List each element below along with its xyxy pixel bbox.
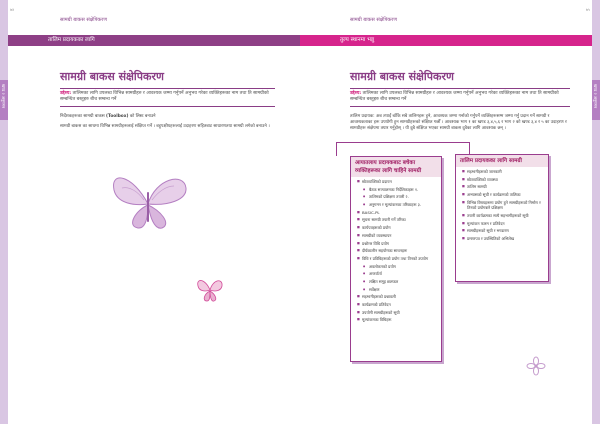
participants-box-title: आयातलाय प्रदायकबाट बचेका व्यक्तिहरूका लागि चाहिने सामग्री: [351, 157, 441, 177]
left-band-title: तालिम प्रदायकका लागि: [48, 37, 95, 43]
list-item: ■ स्रोतव्यक्तिको व्यवस्था: [462, 177, 544, 183]
list-item: ■ विधि र प्रविधिहरूको प्रयोग तथा तिनको उपयोग: [357, 256, 437, 262]
left-page-number: ७४: [10, 7, 15, 12]
list-item: ■ कार्यपत्रहरूको प्रयोग: [357, 225, 437, 231]
left-objective-label: उद्देश्य:: [60, 91, 72, 96]
left-objective-text: तालिमका लागि उपलब्ध विभिन्न सामग्रीहरु र आवश्यक जम्मा गर्नुपर्ने अनुभव गरेका व्यक्तिहरूका नाम तथा ति सामग्रीको सम्बन्धित बस्तुहरु बीच सम्बन्ध गर्ने: [60, 91, 269, 103]
box-connector-left: [336, 142, 337, 156]
list-item: ■ अभ्यासको सूची र कार्यक्रमको तालिका: [462, 192, 544, 198]
list-item: ● सर्वेक्षण: [357, 287, 437, 293]
trainer-materials-box: [455, 154, 549, 282]
list-item: ■ मूल्यांकनका विधिहरू: [357, 317, 437, 323]
right-heading-rule: [350, 88, 570, 89]
list-item: ● बैठक सञ्चालनका निर्देशिकाहरू १.: [357, 187, 437, 193]
list-item: ■ सामग्रीको व्यवस्थापन: [357, 233, 437, 239]
list-item: ● लक्षित समूह छलफल: [357, 279, 437, 285]
list-item: ■ BASIC-PL: [357, 210, 437, 216]
left-objective-rule: [60, 106, 275, 107]
list-item: ● अवलोकनको प्रयोग: [357, 264, 437, 270]
right-page-number: ७५: [585, 7, 590, 12]
left-section-band: [8, 35, 300, 46]
right-objective: [350, 91, 570, 104]
box-connector-right: [469, 142, 470, 154]
box-connector-line: [336, 142, 470, 143]
right-objective-label: उद्देश्य:: [350, 91, 362, 96]
left-para-2: सामग्री बाकस का साथमा विभिन्न सामग्रीहरूलाई संक्षिप्त गर्ने । बहुपक्षीयहरूलाई उदाहरण सहितबाट साधारणतया सामग्री लगेको बनाउने ।: [60, 124, 270, 129]
list-item: ■ उपयोगी सामग्रीहरूको सूची: [357, 310, 437, 316]
list-item: ■ प्रमाणपत्र र उपस्थितिको अभिलेख: [462, 236, 544, 242]
right-objective-rule: [350, 106, 570, 107]
list-item: ■ सामग्रीहरूको सूची र भण्डारण: [462, 228, 544, 234]
left-page-edge: [0, 0, 8, 424]
list-item: ■ सूचना सामग्री तयारी गर्ने तरिका: [357, 217, 437, 223]
list-item: ■ मूल्यांकन फारम र प्रतिवेदन: [462, 221, 544, 227]
trainer-box-title: तालिम प्रदायकका लागि सामग्री: [456, 155, 548, 167]
left-heading-rule: [60, 88, 275, 89]
list-item: ● अनुगमन र मूल्यांकनका तरिकाहरू ३.: [357, 202, 437, 208]
list-item: ● तालिमको प्रशिक्षण तयारी २.: [357, 194, 437, 200]
right-body-text: तालिम प्रदायक: अब तपाईं बाँकि सबै तालिमहरू हुने, आवश्यक जम्मा गर्नाको गर्नुपर्ने व्यक्तिहरूसम्म जम्मा गर्नु प्रदान गर्ने सामग्री र आवश्यकताका हरू उपयोगी हुन सामग्रीहरूको संक्षिप्त गर्छौं । आवश्यक भाग १ का खण्ड ३,४,५,६ र भाग २ को खण्ड ३,४ र ५ का उदाहरण र सामग्रीहरू संक्षेपमा तयार गर्नुहोस् । यी दुबै संक्षिप्त भएका सामग्री बाकस दुवैका लागि आवश्यक छन् ।: [350, 114, 567, 131]
list-item: ■ तालिम सामग्री: [462, 184, 544, 190]
right-edge-label: खण्ड २ अनुगमन: [593, 84, 598, 109]
left-section-tab: [0, 80, 8, 120]
trainer-materials-list: [456, 169, 548, 242]
list-item: ■ प्रश्नोत्तर विधि प्रयोग: [357, 241, 437, 247]
left-edge-label: खण्ड २ अनुगमन: [1, 84, 6, 109]
large-butterfly-illustration: [108, 170, 190, 234]
right-objective-text: तालिमका लागि उपलब्ध विभिन्न सामग्रीहरु र आवश्यक जम्मा गर्नुपर्ने अनुभव गरेका व्यक्तिहरूका नाम तथा ति सामग्रीको सम्बन्धित बस्तुहरु बीच सम्बन्ध गर्ने: [350, 91, 559, 103]
list-item: ■ कार्यक्रमको प्रतिवेदन: [357, 302, 437, 308]
list-item: ■ विभिन्न विषयहरूमा प्रयोग हुने सामग्रीहरूको निर्माण र तिनको प्रयोगबारे प्रशिक्षण: [462, 200, 544, 211]
right-section-tab: [592, 80, 600, 120]
left-para-1: निर्देशकहरूका सामग्री बाकस (Toolbox) को लिस्ट बनाउने: [60, 114, 156, 119]
flower-ornament: [526, 356, 546, 376]
right-page-edge: [592, 0, 600, 424]
list-item: ■ सहभागीहरूको प्रश्नावली: [357, 294, 437, 300]
small-butterfly-illustration: [195, 276, 225, 304]
list-item: ■ तयारी कार्यक्रमका साथै सहभागीहरूको सूची: [462, 213, 544, 219]
right-band-title: तुल्य स्थानमा भन्नु: [340, 37, 375, 43]
participants-materials-list: [351, 179, 441, 323]
left-page-heading: सामग्री बाकस संक्षेपिकरण: [60, 70, 164, 83]
list-item: ■ दीर्घकालीन सहयोगका साधनहरू: [357, 248, 437, 254]
toolbox-term: (Toolbox): [106, 114, 129, 119]
participants-materials-box: [350, 156, 442, 362]
right-page-heading: सामग्री बाकस संक्षेपिकरण: [350, 70, 454, 83]
list-item: ■ स्रोतव्यक्तिको प्रदायन: [357, 179, 437, 185]
left-running-head: सामग्री बाकस संक्षेपिकरण: [60, 17, 107, 23]
left-objective: [60, 91, 275, 104]
right-section-band: [300, 35, 592, 46]
right-running-head: सामग्री बाकस संक्षेपिकरण: [350, 17, 397, 23]
list-item: ■ सहभागीहरूको जानकारी: [462, 169, 544, 175]
list-item: ● अन्तर्वार्ता: [357, 271, 437, 277]
